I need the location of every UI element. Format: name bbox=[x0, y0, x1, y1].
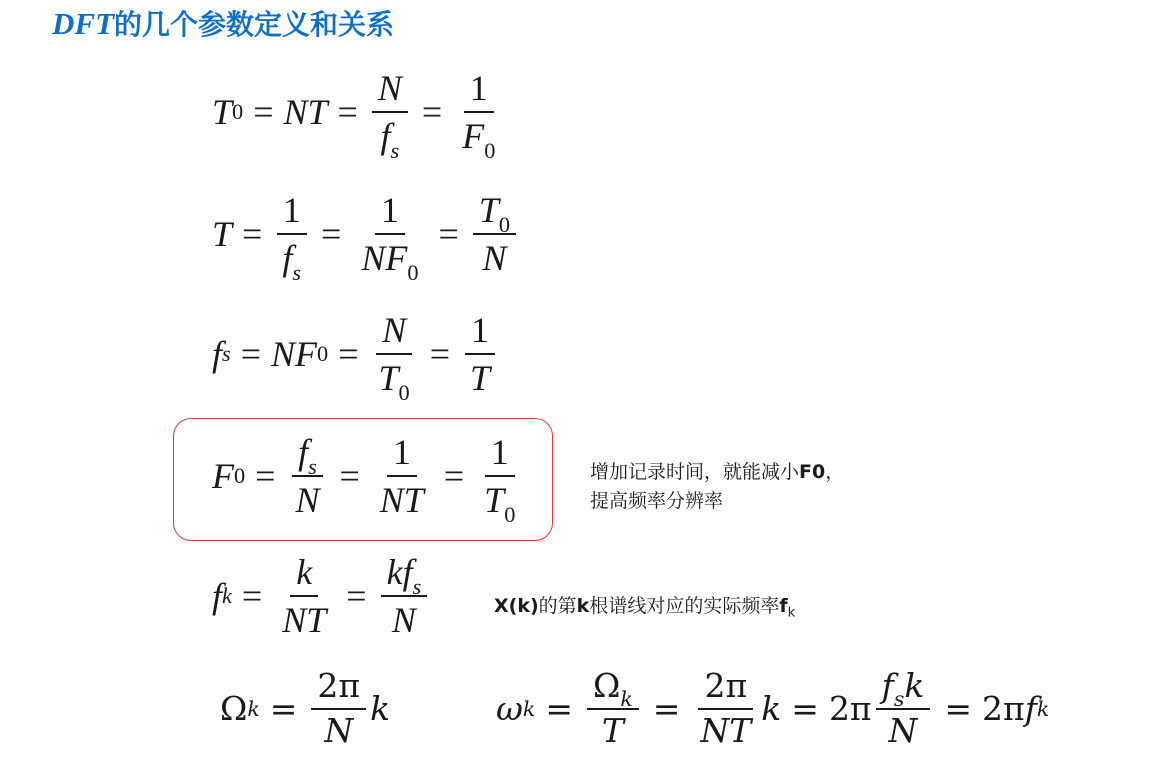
fraction: $\frac{1}{T}$ bbox=[464, 310, 496, 399]
equation-fs: f s = N F 0 = $\frac{N}{T_0}$ = $\frac{1}{T}$ bbox=[212, 310, 500, 399]
fraction: $\frac{1}{NT}$ bbox=[379, 432, 424, 521]
fraction: $\frac{2\pi}{N}$ bbox=[311, 668, 366, 750]
equation-t: T = $\frac{1}{f_s}$ = $\frac{1}{NF_0}$ = $\frac{T_0}{N}$ bbox=[212, 190, 520, 279]
fraction: $\frac{2\pi}{NT}$ bbox=[700, 666, 752, 750]
fraction: $\frac{1}{F_0}$ bbox=[462, 68, 496, 164]
equation-t0: T 0 = NT = $\frac{N}{f_s}$ = $\frac{1}{F_0}$ bbox=[212, 68, 505, 157]
fraction: $\frac{N}{f_s}$ bbox=[372, 68, 408, 157]
fk-note: X(k)的第k根谱线对应的实际频率$f_k$ bbox=[494, 595, 796, 621]
fraction: $\frac{1}{f_s}$ bbox=[276, 190, 307, 279]
title-text: 的几个参数定义和关系 bbox=[114, 8, 395, 41]
fraction: $\frac{kf_s}{N}$ bbox=[381, 552, 428, 641]
equation-omega: ω k = $\frac{\Omega_k}{T}$ = $\frac{2\pi}{NT}$ k = 2π $\frac{f_sk}{N}$ = 2π f k bbox=[496, 666, 1050, 750]
page-title bbox=[52, 4, 394, 44]
fraction: $\frac{k}{NT}$ bbox=[282, 552, 327, 641]
fraction: $\frac{f_s}{N}$ bbox=[289, 432, 325, 521]
fraction: $\frac{T_0}{N}$ bbox=[473, 190, 516, 279]
equation-omega-capital: Ω k = $\frac{2\pi}{N}$ k bbox=[220, 666, 391, 750]
fraction: $\frac{\Omega_k}{T}$ bbox=[587, 668, 639, 750]
equation-fk: f k = $\frac{k}{NT}$ = $\frac{kf_s}{N}$ bbox=[212, 552, 431, 641]
resolution-note: 增加记录时间，就能减小F0， 提高频率分辨率 bbox=[590, 461, 845, 512]
title-dft: DFT bbox=[52, 6, 114, 41]
fraction: $\frac{N}{T_0}$ bbox=[373, 310, 416, 399]
fraction: $\frac{1}{T_0}$ bbox=[484, 432, 516, 528]
fraction: $\frac{f_sk}{N}$ bbox=[876, 668, 931, 750]
equation-f0: F 0 = $\frac{f_s}{N}$ = $\frac{1}{NT}$ = $\frac{1}{T_0}$ bbox=[212, 432, 525, 521]
fraction: $\frac{1}{NF_0}$ bbox=[361, 190, 419, 286]
